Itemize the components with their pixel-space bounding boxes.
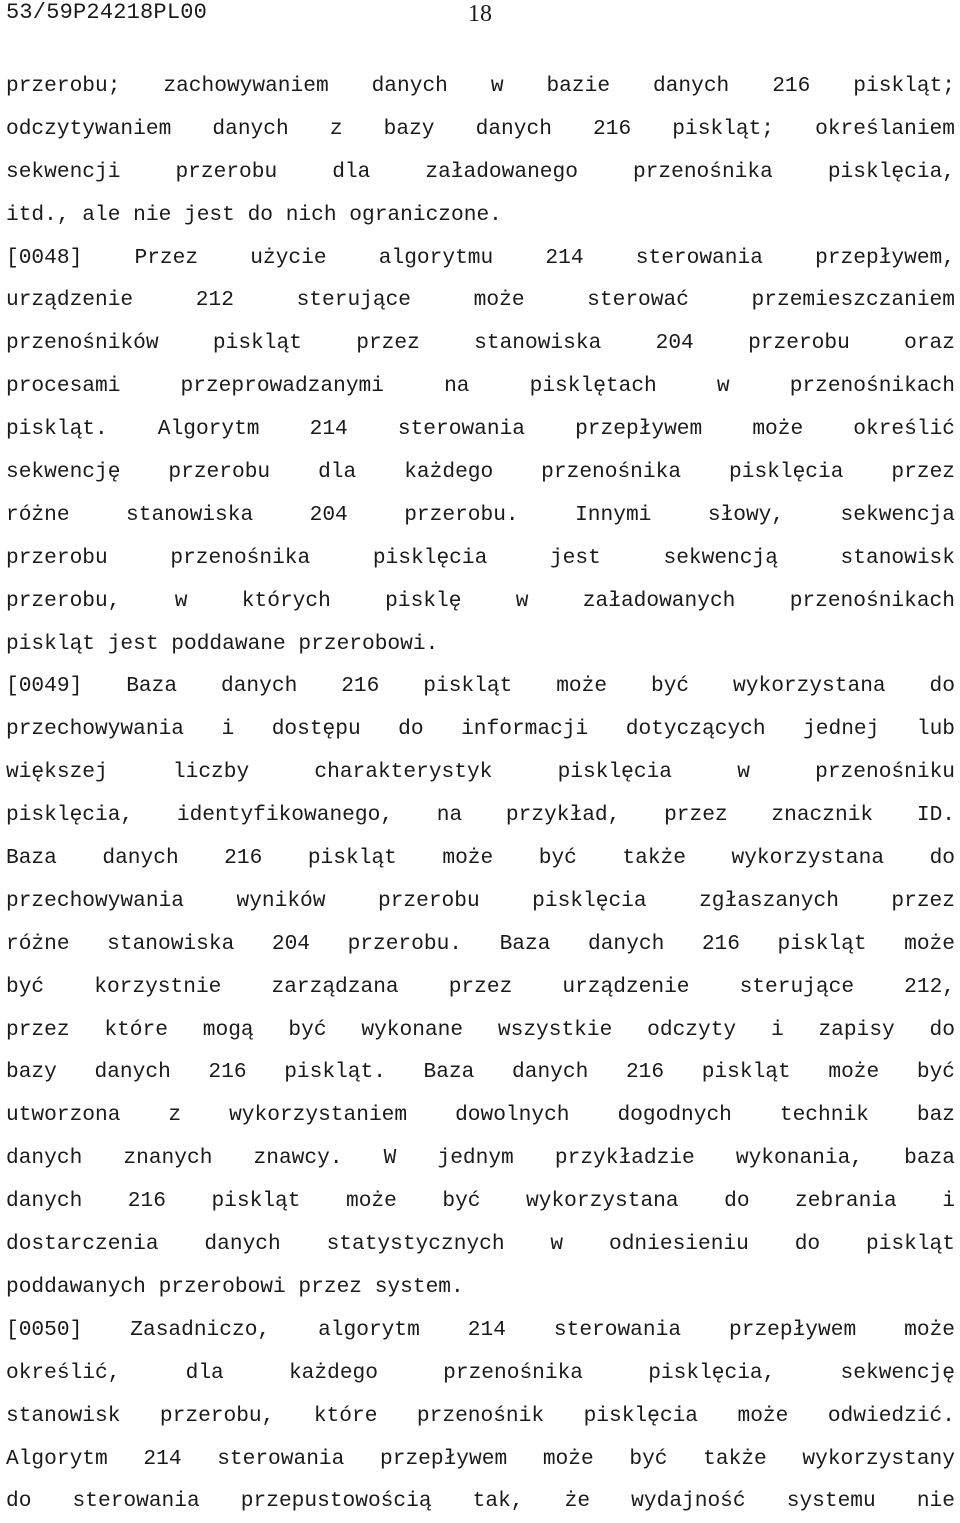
page-number: 18 (468, 1, 492, 27)
text-line: przerobu przenośnika pisklęcia jest sekwencją stanowisk (6, 545, 955, 570)
text-line: być korzystnie zarządzana przez urządzenie sterujące 212, (6, 974, 955, 999)
text-line: do sterowania przepustowością tak, że wydajność systemu nie (6, 1489, 955, 1514)
text-line: piskląt. Algorytm 214 sterowania przepływem może określić (6, 417, 955, 442)
text-line: Baza danych 216 piskląt może być także wykorzystana do (6, 846, 955, 871)
text-line: różne stanowiska 204 przerobu. Innymi słowy, sekwencja (6, 502, 955, 527)
text-line: przerobu, w których pisklę w załadowanych przenośnikach (6, 588, 955, 613)
text-line: [0048] Przez użycie algorytmu 214 sterowania przepływem, (6, 245, 955, 270)
text-line: urządzenie 212 sterujące może sterować przemieszczaniem (6, 288, 955, 313)
text-line: poddawanych przerobowi przez system. (6, 1274, 464, 1299)
text-line: [0050] Zasadniczo, algorytm 214 sterowania przepływem może (6, 1317, 955, 1342)
text-line: sekwencji przerobu dla załadowanego przenośnika pisklęcia, (6, 159, 955, 184)
text-line: określić, dla każdego przenośnika pisklęcia, sekwencję (6, 1360, 955, 1385)
text-line: stanowisk przerobu, które przenośnik pisklęcia może odwiedzić. (6, 1403, 955, 1428)
text-line: bazy danych 216 piskląt. Baza danych 216 piskląt może być (6, 1060, 955, 1085)
text-line: [0049] Baza danych 216 piskląt może być wykorzystana do (6, 674, 955, 699)
text-line: sekwencję przerobu dla każdego przenośnika pisklęcia przez (6, 460, 955, 485)
text-line: większej liczby charakterystyk pisklęcia w przenośniku (6, 760, 955, 785)
text-line: itd., ale nie jest do nich ograniczone. (6, 202, 502, 227)
text-line: piskląt jest poddawane przerobowi. (6, 631, 439, 656)
text-line: przechowywania wyników przerobu pisklęcia zgłaszanych przez (6, 888, 955, 913)
text-line: utworzona z wykorzystaniem dowolnych dogodnych technik baz (6, 1103, 955, 1128)
text-line: przenośników piskląt przez stanowiska 204 przerobu oraz (6, 331, 955, 356)
text-line: odczytywaniem danych z bazy danych 216 piskląt; określaniem (6, 116, 955, 141)
text-line: pisklęcia, identyfikowanego, na przykład, przez znacznik ID. (6, 803, 955, 828)
document-body (6, 65, 955, 1523)
text-line: danych znanych znawcy. W jednym przykładzie wykonania, baza (6, 1146, 955, 1171)
document-id: 53/59P24218PL00 (6, 0, 208, 25)
text-line: procesami przeprowadzanymi na pisklętach w przenośnikach (6, 374, 955, 399)
text-line: dostarczenia danych statystycznych w odniesieniu do piskląt (6, 1232, 955, 1257)
text-line: przez które mogą być wykonane wszystkie odczyty i zapisy do (6, 1017, 955, 1042)
text-line: Algorytm 214 sterowania przepływem może być także wykorzystany (6, 1446, 955, 1471)
text-line: różne stanowiska 204 przerobu. Baza danych 216 piskląt może (6, 931, 955, 956)
text-line: przerobu; zachowywaniem danych w bazie danych 216 piskląt; (6, 74, 955, 98)
text-line: przechowywania i dostępu do informacji dotyczących jednej lub (6, 717, 955, 742)
text-line: danych 216 piskląt może być wykorzystana do zebrania i (6, 1189, 955, 1214)
